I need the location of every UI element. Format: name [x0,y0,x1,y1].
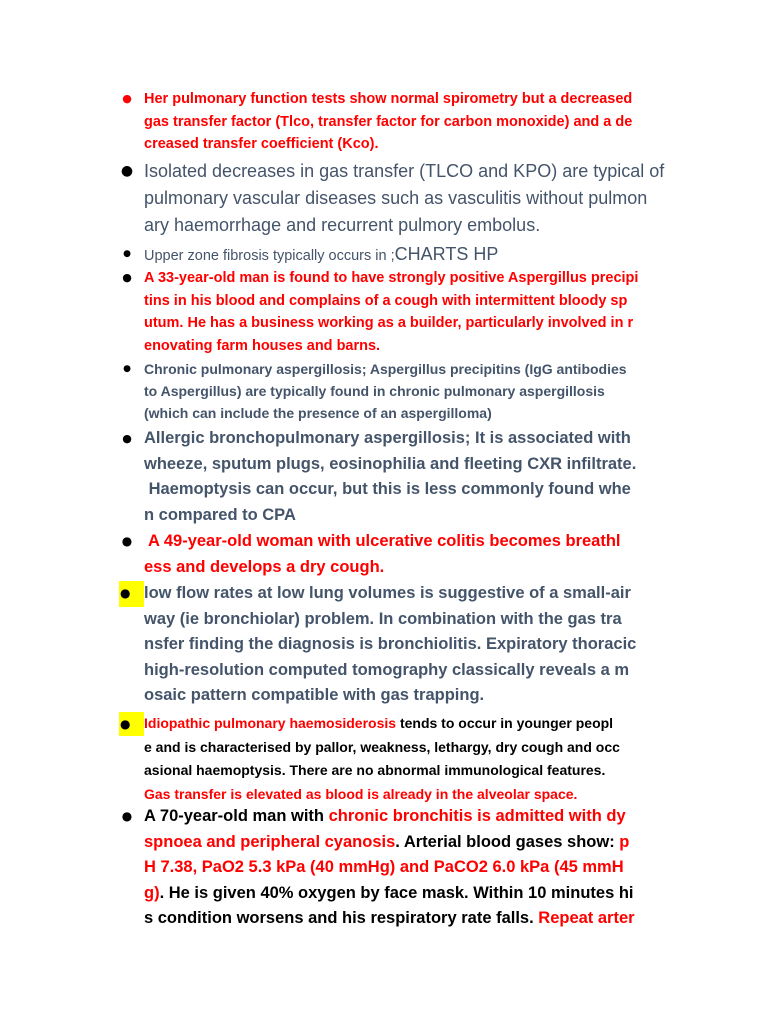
text-line: Gas transfer is elevated as blood is already in the alveolar space. [144,785,578,802]
item-text [144,581,684,709]
bullet-icon: ● [122,92,132,105]
text-line: wheeze, sputum plugs, eosinophilia and fleeting CXR infiltrate. [144,454,637,473]
text-line: Her pulmonary function tests show normal spirometry but a decreased [144,91,633,107]
text-line [144,906,684,932]
text-emphasis: p [619,832,630,851]
text-line: low flow rates at low lung volumes is suggestive of a small-air [144,584,631,602]
text-line: H 7.38, PaO2 5.3 kPa (40 mmHg) and PaCO2 6.0 kPa (45 mmH [144,858,624,876]
text-line [144,712,684,736]
text-line: n compared to CPA [144,505,296,524]
text-line: enovating farm houses and barns. [144,337,381,354]
text-emphasis: Idiopathic pulmonary haemosiderosis [144,715,397,731]
text-line: utum. He has a business working as a builder, particularly involved in r [144,315,634,331]
text-line: way (ie bronchiolar) problem. In combination with the gas tra [144,609,622,628]
bullet-icon: ● [121,809,133,823]
bullet-icon: ● [122,271,132,284]
text-line: e and is characterised by pallor, weakness, lethargy, dry cough and occ [144,738,620,755]
text-line: gas transfer factor (Tlco, transfer factor for carbon monoxide) and a de [144,113,633,130]
text-line: osaic pattern compatible with gas trapping. [144,686,485,704]
item-text [144,712,684,806]
text-line: to Aspergillus) are typically found in chronic pulmonary aspergillosis [144,383,605,399]
bullet-icon: ● [119,712,144,736]
text-line: A 33-year-old man is found to have strongly positive Aspergillus precipi [144,270,639,286]
text-emphasis: chronic bronchitis is admitted with dy [328,807,626,825]
text-line: Upper zone fibrosis typically occurs in ; [144,248,395,264]
item-text [144,804,684,932]
text-line: Haemoptysis can occur, but this is less commonly found whe [144,480,631,498]
item-text [144,241,684,269]
text-line: high-resolution computed tomography classically reveals a m [144,660,630,679]
text-line: ary haemorrhage and recurrent pulmory embolus. [144,215,541,235]
text-line: A 49-year-old woman with ulcerative colitis becomes breathl [144,532,621,550]
bullet-icon: ● [123,249,131,259]
text-span: A 70-year-old man with [144,807,329,825]
bullet-icon: ● [122,432,132,445]
text-line: tins in his blood and complains of a cough with intermittent bloody sp [144,292,628,309]
item-text [144,158,704,239]
text-line: Chronic pulmonary aspergillosis; Aspergillus precipitins (IgG antibodies [144,361,627,377]
item-text [144,426,684,528]
text-span: . He is given 40% oxygen by face mask. Within 10 minutes hi [159,883,634,902]
text-emphasis: Repeat arter [538,909,635,927]
bullet-icon: ● [123,364,131,374]
text-line [144,804,684,830]
text-emphasis: g) [144,883,160,902]
text-line: pulmonary vascular diseases such as vasculitis without pulmon [144,188,648,208]
bullet-icon: ● [120,163,134,179]
text-line: (which can include the presence of an aspergilloma) [144,405,492,421]
bullet-icon: ● [121,534,133,548]
text-line: asional haemoptysis. There are no abnormal immunological features. [144,762,606,778]
text-line: Allergic bronchopulmonary aspergillosis; It is associated with [144,429,631,447]
item-text [144,529,684,580]
text-span: . Arterial blood gases show: [395,832,620,851]
item-text [144,358,684,424]
item-text [144,267,684,357]
text-line: Isolated decreases in gas transfer (TLCO and KPO) are typical of [144,161,665,181]
text-line [144,830,684,856]
text-line: creased transfer coefficient (Kco). [144,136,379,152]
bullet-icon: ● [119,581,144,607]
text-emphasis: spnoea and peripheral cyanosis [144,832,396,851]
text-emphasis: CHARTS HP [394,244,499,264]
text-span: s condition worsens and his respiratory rate falls. [144,909,539,927]
text-line: nsfer finding the diagnosis is bronchiolitis. Expiratory thoracic [144,635,637,653]
text-line: ess and develops a dry cough. [144,557,385,576]
item-text [144,88,684,156]
text-span: tends to occur in younger peopl [396,715,614,731]
text-line [144,881,684,907]
